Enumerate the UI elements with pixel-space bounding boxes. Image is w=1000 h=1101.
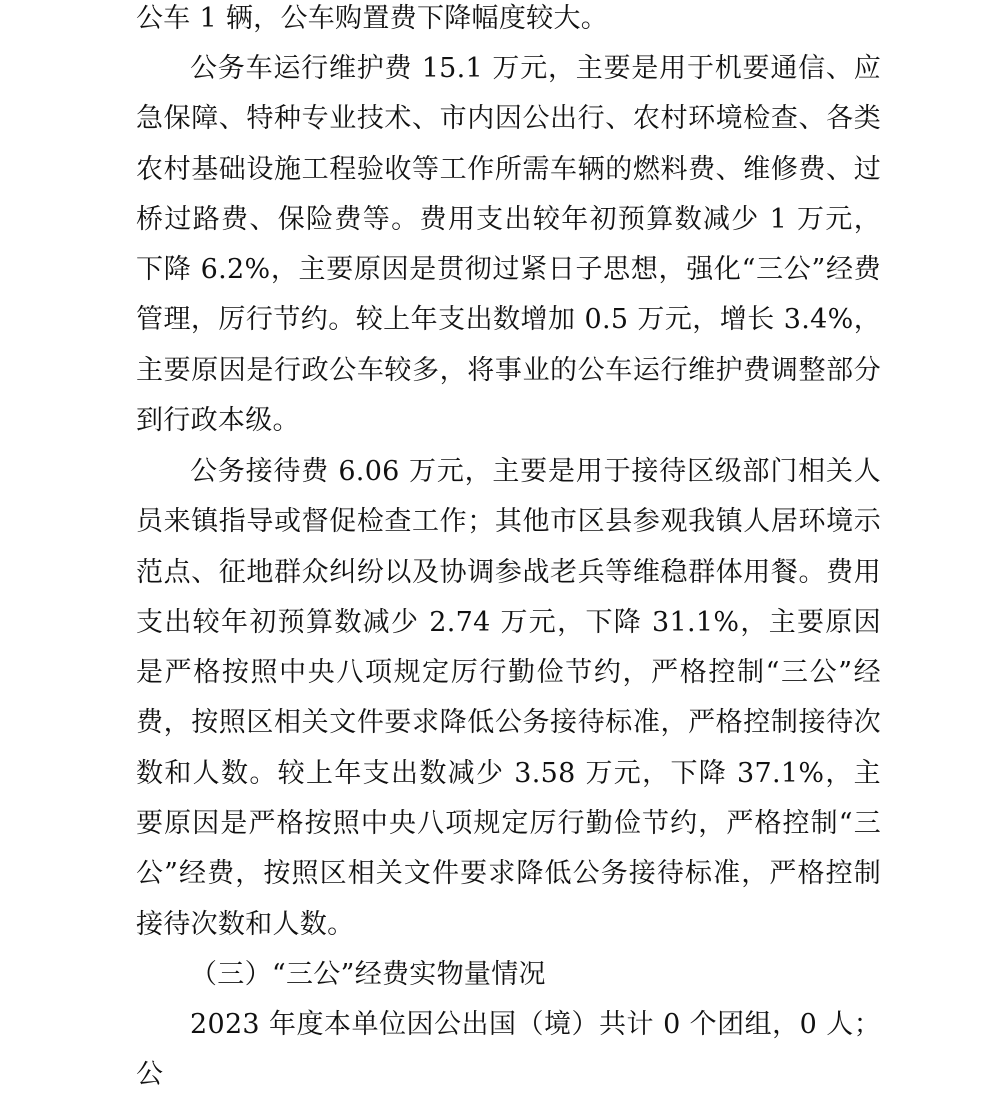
section-heading-three-public-quantity: （三）“三公”经费实物量情况 [190,959,546,990]
paragraph-overseas-trips: 2023 年度本单位因公出国（境）共计 0 个团组，0 人；公 [136,1009,881,1091]
paragraph-vehicle-purchase-end: 公车 1 辆，公车购置费下降幅度较大。 [136,3,609,34]
paragraph-vehicle-maintenance: 公务车运行维护费 15.1 万元，主要是用于机要通信、应急保障、特种专业技术、市内因公出行、农村环境检查、各类农村基础设施工程验收等工作所需车辆的燃料费、维修费、过桥过路费、保险费等。费用支出较年初预算数减少 1 万元，下降 6.2%，主要原因是贯彻过紧日子思想，强化“三公”经费管理，厉行节约。较上年支出数增加 0.5 万元，增长 3.4%，主要原因是行政公车较多，将事业的公车运行维护费调整部分到行政本级。 [136,53,881,437]
paragraph-official-reception: 公务接待费 6.06 万元，主要是用于接待区级部门相关人员来镇指导或督促检查工作；其他市区县参观我镇人居环境示范点、征地群众纠纷以及协调参战老兵等维稳群体用餐。费用支出较年初预算数减少 2.74 万元，下降 31.1%，主要原因是严格按照中央八项规定厉行勤俭节约，严格控制“三公”经费，按照区相关文件要求降低公务接待标准，严格控制接待次数和人数。较上年支出数减少 3.58 万元，下降 37.1%，主要原因是严格按照中央八项规定厉行勤俭节约，严格控制“三公”经费，按照区相关文件要求降低公务接待标准，严格控制接待次数和人数。 [136,456,881,940]
